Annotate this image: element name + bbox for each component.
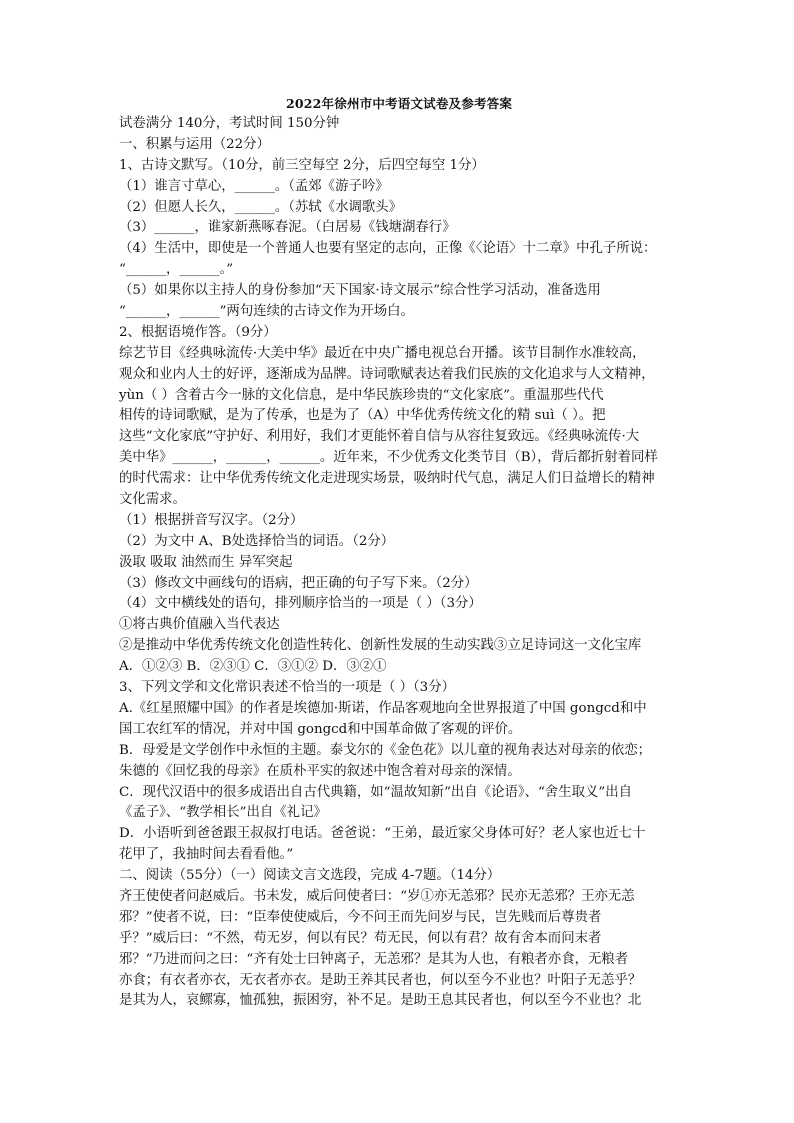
text-line: 朱德的《回忆我的母亲》在质朴平实的叙述中饱含着对母亲的深情。: [119, 763, 521, 779]
text-line: A.《红星照耀中国》的作者是埃德加·斯诺，作品客观地向全世界报道了中国 gongcd和中: [119, 700, 647, 716]
text-line: （3）______，谁家新燕啄春泥。（白居易《钱塘湖春行》: [119, 220, 456, 236]
text-line: 试卷满分 140分，考试时间 150分钟: [119, 116, 340, 131]
document-body: [119, 114, 679, 1012]
text-line: 乎？”威后曰：“不然，苟无岁，何以有民？苟无民，何以有君？故有舍本而问末者: [119, 930, 602, 946]
text-line: （2）为文中 A、B处选择恰当的词语。（2分）: [119, 533, 395, 549]
text-line: 综艺节目《经典咏流传·大美中华》最近在中央广播电视总台开播。该节目制作水准较高，: [119, 345, 646, 361]
text-line: 二、阅读（55分）（一）阅读文言文选段，完成 4-7题。（14分）: [119, 868, 501, 884]
text-line: 《孟子》、“教学相长”出自《礼记》: [119, 805, 327, 821]
text-line: D．小语听到爸爸跟王叔叔打电话。爸爸说：“王弟，最近家父身体可好？老人家也近七十: [119, 826, 646, 842]
text-line: （2）但愿人长久，______。（苏轼《水调歌头》: [119, 199, 403, 215]
text-line: 美中华》______，______，______。近年来，不少优秀文化类节目（B），背后都折射着同样: [119, 450, 658, 466]
text-line: 相传的诗词歌赋，是为了传承，也是为了（A）中华优秀传统文化的精 suì（ ）。把: [119, 408, 606, 424]
text-line: 的时代需求：让中华优秀传统文化走进现实场景，吸纳时代气息，满足人们日益增长的精神: [119, 471, 655, 487]
text-line: （3）修改文中画线句的语病，把正确的句子写下来。（2分）: [119, 575, 478, 591]
text-line: C．现代汉语中的很多成语出自古代典籍，如“温故知新”出自《论语》、“舍生取义”出自: [119, 784, 632, 800]
text-line: 文化需求。: [119, 492, 186, 508]
text-line: 2、根据语境作答。（9分）: [119, 324, 277, 340]
text-line: 汲取 吸取 油然而生 异军突起: [119, 554, 293, 570]
text-line: 3、下列文学和文化常识表述不恰当的一项是（ ）（3分）: [119, 680, 455, 696]
text-line: yùn（ ）含着古今一脉的文化信息，是中华民族珍贵的“文化家底”。重温那些代代: [119, 387, 604, 403]
text-line: 1、古诗文默写。（10分，前三空每空 2分，后四空每空 1分）: [119, 157, 485, 173]
exam-document: [119, 94, 679, 1012]
text-line: 邪？”乃进而问之曰：“齐有处士曰钟离子，无恙邪？是其为人也，有粮者亦食，无粮者: [119, 951, 629, 967]
text-line: 是其为人，哀鳏寡，恤孤独，振困穷，补不足。是助王息其民者也，何以至今不业也？北: [119, 993, 642, 1009]
text-line: 这些“文化家底”守护好、利用好，我们才更能怀着自信与从容往复致远。《经典咏流传·大: [119, 429, 640, 445]
text-line: 邪？”使者不说，曰：“臣奉使使威后，今不问王而先问岁与民，岂先贱而后尊贵者: [119, 909, 602, 925]
text-line: 观众和业内人士的好评，逐渐成为品牌。诗词歌赋表达着我们民族的文化追求与人文精神，: [119, 366, 655, 382]
text-line: （1）根据拼音写汉字。（2分）: [119, 512, 304, 528]
text-line: A．①②③ B．②③① C．③①② D．③②①: [119, 659, 387, 675]
page-title: 2022年徐州市中考语文试卷及参考答案: [285, 96, 513, 111]
text-line: （4）生活中，即使是一个普通人也要有坚定的志向，正像《〈论语〉十二章》中孔子所说：: [119, 241, 657, 257]
text-line: “______，______”两句连续的古诗文作为开场白。: [119, 304, 414, 320]
text-line: ①将古典价值融入当代表达: [119, 617, 280, 633]
text-line: 国工农红军的情况，并对中国 gongcd和中国革命做了客观的评价。: [119, 721, 522, 737]
text-line: 齐王使使者问赵威后。书未发，威后问使者曰：“岁①亦无恙邪？民亦无恙邪？王亦无恙: [119, 888, 635, 904]
text-line: 亦食；有衣者亦衣，无衣者亦衣。是助王养其民者也，何以至今不业也？叶阳子无恙乎？: [119, 972, 642, 988]
text-line: ②是推动中华优秀传统文化创造性转化、创新性发展的生动实践③立足诗词这一文化宝库: [119, 638, 642, 654]
text-line: 一、积累与运用（22分）: [119, 136, 270, 152]
text-line: （5）如果你以主持人的身份参加“天下国家·诗文展示”综合性学习活动，准备选用: [119, 283, 601, 299]
text-line: （4）文中横线处的语句，排列顺序恰当的一项是（ ）（3分）: [119, 596, 482, 612]
text-line: （1）谁言寸草心，______。（孟郊《游子吟》: [119, 178, 389, 194]
text-line: “______，______。”: [119, 262, 234, 278]
text-line: 花甲了，我抽时间去看看他。”: [119, 847, 294, 863]
text-line: B．母爱是文学创作中永恒的主题。泰戈尔的《金色花》以儿童的视角表达对母亲的依恋；: [119, 742, 652, 758]
